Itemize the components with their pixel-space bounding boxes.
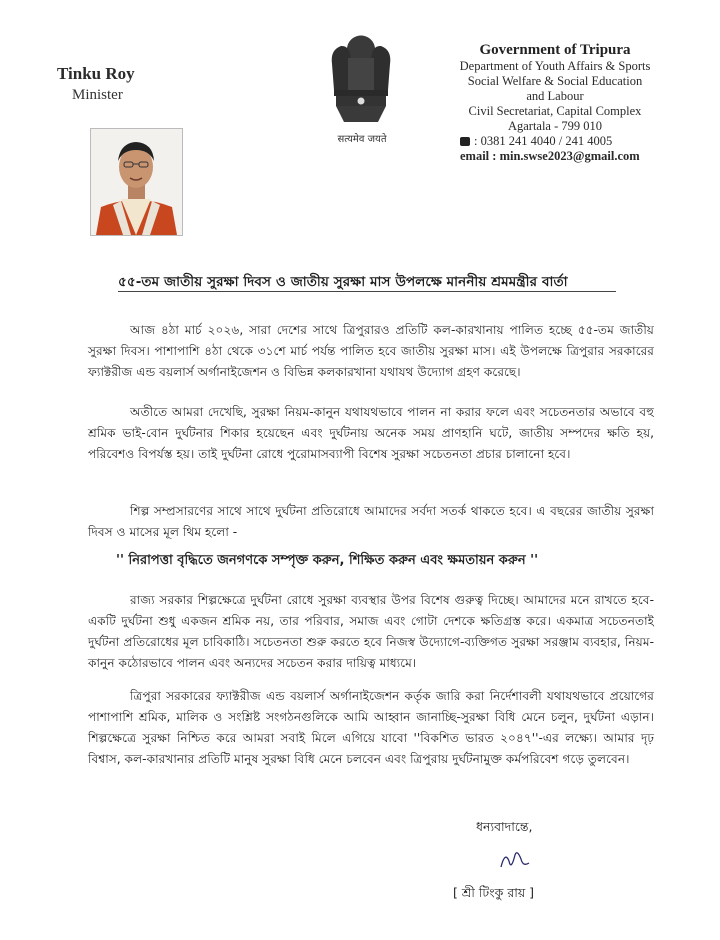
address-line: Social Welfare & Social Education [467, 74, 643, 88]
closing-salutation: ধন্যবাদান্তে, [476, 819, 533, 834]
letter-heading: ৫৫-তম জাতীয় সুরক্ষা দিবস ও জাতীয় সুরক্ষা মাস উপলক্ষে মাননীয় শ্রমমন্ত্রীর বার্তা [118, 274, 568, 290]
ashoka-emblem-icon [326, 30, 396, 126]
heading-underline [118, 291, 616, 292]
email-line: email : min.swse2023@gmail.com [460, 149, 640, 163]
government-address-block [440, 42, 670, 164]
paragraph-text: শিল্প সম্প্রসারণের সাথে সাথে দুর্ঘটনা প্রতিরোধে আমাদের সর্বদা সতর্ক থাকতে হবে। এ বছরের জাতীয় সুরক্ষা দিবস ও মাসের মূল থিম হলো - [88, 504, 654, 539]
phone-number: : 0381 241 4040 / 241 4005 [474, 134, 613, 148]
letter-paragraph [88, 402, 654, 465]
minister-name: Tinku Roy [57, 64, 135, 83]
minister-title: Minister [72, 87, 123, 103]
letter-paragraph [88, 320, 654, 383]
paragraph-text: আজ ৪ঠা মার্চ ২০২৬, সারা দেশের সাথে ত্রিপুরারও প্রতিটি কল-কারখানায় পালিত হচ্ছে ৫৫-তম জাতীয় সুরক্ষা দিবস। পাশাপাশি ৪ঠা থেকে ৩১শে মার্চ পর্যন্ত পালিত হবে জাতীয় সুরক্ষা মাস। এই উপলক্ষে ত্রিপুরার সরকারের ফ্যাক্টরীজ এন্ড বয়লার্স অর্গানাইজেশন ও বিভিন্ন কলকারখানা যথাযথ উদ্যোগ গ্রহণ করেছে। [88, 323, 654, 379]
phone-icon [460, 137, 470, 146]
letter-paragraph [88, 686, 654, 770]
paragraph-text: ত্রিপুরা সরকারের ফ্যাক্টরীজ এন্ড বয়লার্স অর্গানাইজেশন কর্তৃক জারি করা নির্দেশাবলী যথাযথভাবে প্রয়োগের পাশাপাশি শ্রমিক, মালিক ও সংশ্লিষ্ট সংগঠনগুলিকে আমি আহ্বান জানাচ্ছি-সুরক্ষা বিধি মেনে চলুন, দুর্ঘটনা এড়ান। শিল্পক্ষেত্রে সুরক্ষা নিশ্চিত করে আমরা সবাই মিলে এগিয়ে যাবো ''বিকশিত ভারত ২০৪৭''-এর লক্ষ্যে। আমার দৃঢ় বিশ্বাস, কল-কারখানার প্রতিটি মানুষ সুরক্ষা বিধি মেনে চলবেন এবং ত্রিপুরায় দুর্ঘটনামুক্ত কর্মপরিবেশ গড়ে তুলবেন। [88, 689, 654, 766]
safety-theme: '' নিরাপত্তা বৃদ্ধিতে জনগণকে সম্পৃক্ত করুন, শিক্ষিত করুন এবং ক্ষমতায়ন করুন '' [116, 553, 539, 568]
address-line: Department of Youth Affairs & Sports [459, 59, 651, 73]
letter-paragraph [88, 501, 654, 543]
government-title: Government of Tripura [479, 42, 631, 58]
letter-paragraph [88, 590, 654, 674]
paragraph-text: রাজ্য সরকার শিল্পক্ষেত্রে দুর্ঘটনা রোধে সুরক্ষা ব্যবস্থার উপর বিশেষ গুরুত্ব দিচ্ছে। আমাদের মনে রাখতে হবে-একটি দুর্ঘটনা শুধু একজন শ্রমিক নয়, তার পরিবার, সমাজ এবং গোটা দেশকে ক্ষতিগ্রস্ত করে। একমাত্র সচেতনতাই দুর্ঘটনা প্রতিরোধের মূল চাবিকাঠি। সচেতনতা শুরু করতে হবে নিজস্ব উদ্যোগে-ব্যক্তিগত সুরক্ষা সরঞ্জাম ব্যবহার, নিয়ম-কানুন কঠোরভাবে পালন এবং অন্যদের সচেতন করার দায়িত্ব মাধ্যমে। [88, 593, 654, 670]
emblem-motto: सत्यमेव जयते [337, 134, 387, 145]
address-line: and Labour [526, 89, 584, 103]
address-line: Civil Secretariat, Capital Complex [468, 104, 642, 118]
phone-line [440, 134, 670, 149]
paragraph-text: অতীতে আমরা দেখেছি, সুরক্ষা নিয়ম-কানুন যথাযথভাবে পালন না করার ফলে এবং সচেতনতার অভাবে বহু শ্রমিক ভাই-বোন দুর্ঘটনার শিকার হয়েছেন এবং দুর্ঘটনায় অনেক সময় প্রাণহানি ঘটে, জাতীয় সম্পদের ক্ষতি হয়, পরিবেশও বিপর্যস্ত হয়। তাই দুর্ঘটনা রোধে পুরোমাসব্যাপী বিশেষ সুরক্ষা সচেতনতা প্রচার চালানো হবে। [88, 405, 654, 461]
minister-photo [90, 128, 183, 236]
signatory-name: [ শ্রী টিংকু রায় ] [453, 885, 535, 900]
signature-mark [495, 845, 535, 875]
address-line: Agartala - 799 010 [507, 119, 603, 133]
